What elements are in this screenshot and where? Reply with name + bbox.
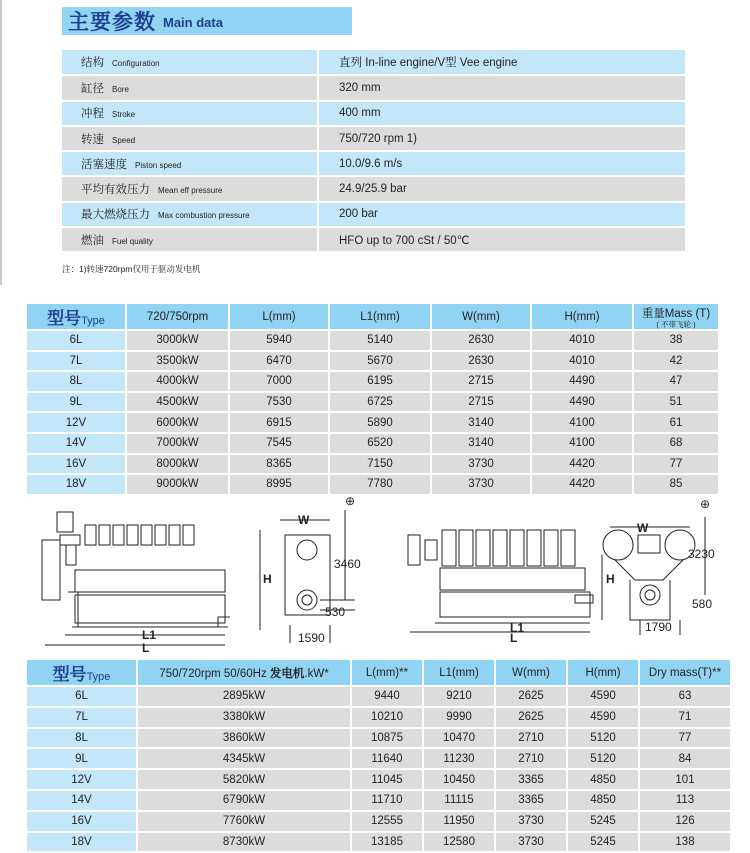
engine-spec-table	[25, 302, 720, 496]
type-cell: 14V	[26, 790, 137, 811]
type-cell: 9L	[26, 392, 126, 413]
inline-offset-label: 530	[325, 605, 346, 619]
value-cell: 9990	[423, 707, 495, 728]
value-cell: 2625	[495, 707, 567, 728]
main-data-row	[62, 202, 685, 227]
param-label: 燃油 Fuel quality	[62, 227, 318, 252]
header-mass: 重量Mass (T) ( 不带飞轮 )	[633, 303, 719, 330]
value-cell: 8365	[229, 454, 329, 475]
type-cell: 16V	[26, 811, 137, 832]
param-label: 活塞速度 Piston speed	[62, 151, 318, 176]
value-cell: 11640	[351, 748, 423, 769]
vee-w-label: W	[637, 521, 649, 535]
table-row	[26, 392, 719, 413]
type-cell: 8L	[26, 728, 137, 749]
value-cell: 6000kW	[126, 412, 229, 433]
cylinder-head	[113, 525, 124, 545]
param-label: 转速 Speed	[62, 126, 318, 151]
table-row	[26, 686, 731, 707]
param-label: 结构 Configuration	[62, 50, 318, 75]
value-cell: 8995	[229, 474, 329, 495]
param-label: 冲程 Stroke	[62, 101, 318, 126]
header-mass: Dry mass(T)**	[639, 659, 731, 686]
main-data-row	[62, 75, 685, 100]
cylinder-head	[141, 525, 152, 545]
value-cell: 10210	[351, 707, 423, 728]
value-cell: 11710	[351, 790, 423, 811]
value-cell: 5940	[229, 330, 329, 351]
value-cell: 68	[633, 433, 719, 454]
value-cell: 3365	[495, 790, 567, 811]
value-cell: 4420	[531, 454, 633, 475]
value-cell: 5670	[329, 351, 431, 372]
inline-width-label: 1590	[298, 631, 325, 645]
table-header-row	[26, 303, 719, 330]
type-cell: 6L	[26, 330, 126, 351]
value-cell: 12555	[351, 811, 423, 832]
value-cell: 10875	[351, 728, 423, 749]
value-cell: 2715	[431, 392, 531, 413]
value-cell: 4490	[531, 392, 633, 413]
value-cell: 126	[639, 811, 731, 832]
svg-text:⊕: ⊕	[700, 497, 711, 511]
value-cell: 12580	[423, 832, 495, 853]
main-data-row	[62, 227, 685, 252]
value-cell: 11230	[423, 748, 495, 769]
value-cell: 2715	[431, 371, 531, 392]
value-cell: 6725	[329, 392, 431, 413]
value-cell: 4010	[531, 330, 633, 351]
header-w: W(mm)	[431, 303, 531, 330]
type-cell: 8L	[26, 371, 126, 392]
value-cell: 5890	[329, 412, 431, 433]
cylinder-head	[476, 530, 490, 566]
value-cell: 8000kW	[126, 454, 229, 475]
value-cell: 3140	[431, 412, 531, 433]
type-cell: 9L	[26, 748, 137, 769]
value-cell: 7545	[229, 433, 329, 454]
value-cell: 11045	[351, 769, 423, 790]
value-cell: 42	[633, 351, 719, 372]
value-cell: 3730	[495, 832, 567, 853]
param-value: 直列 In-line engine/V型 Vee engine	[318, 50, 685, 75]
inline-height-label: 3460	[334, 557, 361, 571]
header-type: 型号Type	[26, 303, 126, 330]
value-cell: 6915	[229, 412, 329, 433]
svg-text:⊕: ⊕	[345, 495, 356, 508]
table-row	[26, 412, 719, 433]
value-cell: 5120	[567, 748, 639, 769]
header-l: L(mm)**	[351, 659, 423, 686]
value-cell: 6520	[329, 433, 431, 454]
cylinder-head	[561, 530, 575, 566]
value-cell: 2895kW	[137, 686, 351, 707]
inline-w-label: W	[298, 513, 310, 527]
table-row	[26, 330, 719, 351]
value-cell: 77	[639, 728, 731, 749]
vee-l1-label: L1	[510, 621, 525, 635]
value-cell: 2625	[495, 686, 567, 707]
main-data-row	[62, 50, 685, 75]
value-cell: 3365	[495, 769, 567, 790]
value-cell: 7760kW	[137, 811, 351, 832]
value-cell: 4100	[531, 412, 633, 433]
main-data-row	[62, 126, 685, 151]
vee-h-label: H	[606, 572, 615, 586]
type-cell: 7L	[26, 351, 126, 372]
main-data-table	[62, 50, 685, 253]
header-l1: L1(mm)	[329, 303, 431, 330]
param-value: 200 bar	[318, 202, 685, 227]
table-row	[26, 371, 719, 392]
value-cell: 6470	[229, 351, 329, 372]
value-cell: 113	[639, 790, 731, 811]
value-cell: 8730kW	[137, 832, 351, 853]
table-row	[26, 790, 731, 811]
main-data-row	[62, 176, 685, 201]
generator-spec-table	[25, 658, 732, 853]
value-cell: 11950	[423, 811, 495, 832]
value-cell: 51	[633, 392, 719, 413]
cylinder-head	[183, 525, 194, 545]
value-cell: 2710	[495, 728, 567, 749]
value-cell: 138	[639, 832, 731, 853]
value-cell: 3140	[431, 433, 531, 454]
header-h: H(mm)	[567, 659, 639, 686]
table-header-row	[26, 659, 731, 686]
type-cell: 12V	[26, 769, 137, 790]
header-power: 720/750rpm	[126, 303, 229, 330]
param-value: 24.9/25.9 bar	[318, 176, 685, 201]
value-cell: 101	[639, 769, 731, 790]
value-cell: 3380kW	[137, 707, 351, 728]
value-cell: 4420	[531, 474, 633, 495]
value-cell: 71	[639, 707, 731, 728]
cylinder-head	[510, 530, 524, 566]
value-cell: 3500kW	[126, 351, 229, 372]
page-edge-line	[0, 0, 2, 285]
value-cell: 9000kW	[126, 474, 229, 495]
type-cell: 6L	[26, 686, 137, 707]
value-cell: 38	[633, 330, 719, 351]
inline-l-label: L	[142, 641, 150, 655]
cylinder-head	[442, 530, 456, 566]
value-cell: 4500kW	[126, 392, 229, 413]
type-cell: 18V	[26, 474, 126, 495]
value-cell: 6790kW	[137, 790, 351, 811]
table-row	[26, 748, 731, 769]
value-cell: 4100	[531, 433, 633, 454]
value-cell: 9210	[423, 686, 495, 707]
vee-engine-side-view	[408, 530, 593, 632]
value-cell: 61	[633, 412, 719, 433]
table-row	[26, 728, 731, 749]
value-cell: 84	[639, 748, 731, 769]
value-cell: 4000kW	[126, 371, 229, 392]
inline-l1-label: L1	[142, 628, 157, 642]
value-cell: 3730	[431, 454, 531, 475]
value-cell: 4590	[567, 707, 639, 728]
cylinder-head	[169, 525, 180, 545]
table-row	[26, 433, 719, 454]
section-banner	[62, 7, 352, 35]
param-label: 平均有效压力 Mean eff pressure	[62, 176, 318, 201]
inline-engine-side-view	[42, 512, 230, 645]
type-cell: 14V	[26, 433, 126, 454]
cylinder-head	[493, 530, 507, 566]
header-l: L(mm)	[229, 303, 329, 330]
cylinder-head	[155, 525, 166, 545]
param-label: 最大燃烧压力 Max combustion pressure	[62, 202, 318, 227]
vee-engine-end-view	[602, 497, 713, 635]
value-cell: 47	[633, 371, 719, 392]
table-row	[26, 474, 719, 495]
vee-offset-label: 580	[692, 597, 713, 611]
value-cell: 6195	[329, 371, 431, 392]
vee-l-label: L	[510, 631, 518, 645]
value-cell: 5120	[567, 728, 639, 749]
param-value: HFO up to 700 cSt / 50℃	[318, 227, 685, 252]
value-cell: 4490	[531, 371, 633, 392]
engine-dimension-drawings	[20, 495, 740, 655]
value-cell: 4850	[567, 790, 639, 811]
cylinder-head	[459, 530, 473, 566]
type-cell: 16V	[26, 454, 126, 475]
cylinder-head	[99, 525, 110, 545]
inline-h-label: H	[263, 572, 272, 586]
value-cell: 3730	[495, 811, 567, 832]
type-cell: 7L	[26, 707, 137, 728]
cylinder-head	[85, 525, 96, 545]
value-cell: 11115	[423, 790, 495, 811]
value-cell: 63	[639, 686, 731, 707]
value-cell: 10450	[423, 769, 495, 790]
value-cell: 7780	[329, 474, 431, 495]
header-power: 750/720rpm 50/60Hz 发电机.kW*	[137, 659, 351, 686]
table-row	[26, 351, 719, 372]
cylinder-head	[527, 530, 541, 566]
value-cell: 5245	[567, 832, 639, 853]
value-cell: 4590	[567, 686, 639, 707]
value-cell: 7000kW	[126, 433, 229, 454]
main-data-row	[62, 101, 685, 126]
cylinder-head	[127, 525, 138, 545]
value-cell: 3000kW	[126, 330, 229, 351]
value-cell: 77	[633, 454, 719, 475]
header-type: 型号Type	[26, 659, 137, 686]
value-cell: 7530	[229, 392, 329, 413]
table-row	[26, 769, 731, 790]
value-cell: 5140	[329, 330, 431, 351]
type-cell: 12V	[26, 412, 126, 433]
cylinder-head	[544, 530, 558, 566]
value-cell: 10470	[423, 728, 495, 749]
value-cell: 85	[633, 474, 719, 495]
footnote: 注：1)转速720rpm仅用于驱动发电机	[62, 264, 201, 274]
table-row	[26, 454, 719, 475]
table-row	[26, 707, 731, 728]
table-row	[26, 811, 731, 832]
table-row	[26, 832, 731, 853]
value-cell: 13185	[351, 832, 423, 853]
value-cell: 5820kW	[137, 769, 351, 790]
param-label: 缸径 Bore	[62, 75, 318, 100]
param-value: 320 mm	[318, 75, 685, 100]
header-w: W(mm)	[495, 659, 567, 686]
banner-title-cn: 主要参数	[68, 11, 156, 34]
banner-title-en: Main data	[163, 15, 223, 30]
value-cell: 2630	[431, 330, 531, 351]
vee-height-label: 3230	[688, 547, 715, 561]
value-cell: 2630	[431, 351, 531, 372]
value-cell: 7150	[329, 454, 431, 475]
param-value: 400 mm	[318, 101, 685, 126]
header-l1: L1(mm)	[423, 659, 495, 686]
main-data-row	[62, 151, 685, 176]
type-cell: 18V	[26, 832, 137, 853]
vee-width-label: 1790	[645, 620, 672, 634]
value-cell: 2710	[495, 748, 567, 769]
value-cell: 3860kW	[137, 728, 351, 749]
value-cell: 4010	[531, 351, 633, 372]
param-value: 10.0/9.6 m/s	[318, 151, 685, 176]
value-cell: 3730	[431, 474, 531, 495]
header-h: H(mm)	[531, 303, 633, 330]
value-cell: 7000	[229, 371, 329, 392]
param-value: 750/720 rpm 1)	[318, 126, 685, 151]
value-cell: 4345kW	[137, 748, 351, 769]
value-cell: 9440	[351, 686, 423, 707]
value-cell: 4850	[567, 769, 639, 790]
value-cell: 5245	[567, 811, 639, 832]
